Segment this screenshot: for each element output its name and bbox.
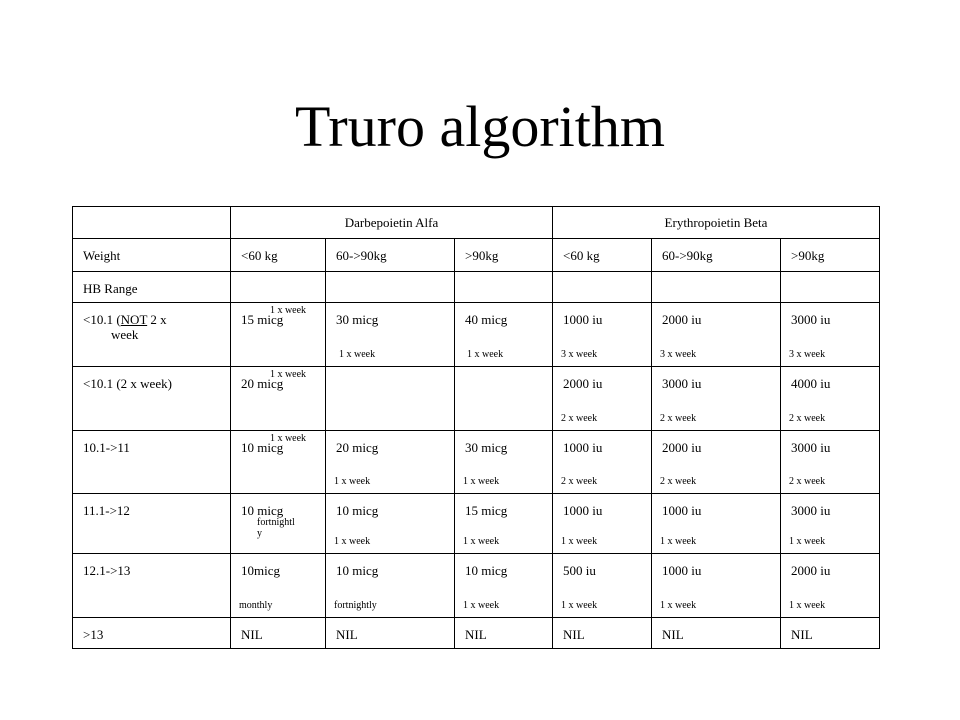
dose-frequency: 2 x week	[789, 476, 826, 487]
row-label: 12.1->13	[83, 563, 131, 578]
dose-frequency: 1 x week	[561, 536, 598, 547]
dosing-table	[72, 206, 880, 649]
dose-value: 1000 iu	[662, 563, 702, 578]
dose-cell	[781, 431, 880, 494]
hb-range-cell	[73, 303, 231, 367]
dose-cell	[455, 554, 553, 618]
dose-cell	[455, 367, 553, 431]
hb-range-cell	[73, 431, 231, 494]
hb-range-cell	[73, 494, 231, 554]
darbepoietin-header: Darbepoietin Alfa	[231, 207, 553, 239]
dose-frequency: 2 x week	[561, 413, 598, 424]
dose-frequency: 3 x week	[561, 349, 598, 360]
dose-frequency: fortnightly	[334, 600, 377, 611]
dose-cell	[231, 554, 326, 618]
dose-cell	[553, 494, 652, 554]
dose-frequency: 3 x week	[789, 349, 826, 360]
dose-cell	[455, 303, 553, 367]
group-header-row	[73, 207, 880, 239]
weight-cell: 60->90kg	[326, 239, 455, 272]
dose-cell	[455, 431, 553, 494]
dose-cell	[781, 618, 880, 649]
table-row	[73, 554, 880, 618]
dose-frequency: 1 x week	[463, 600, 500, 611]
row-label: 10.1->11	[83, 440, 130, 455]
dose-frequency: 1 x week	[339, 349, 376, 360]
dose-value: 3000 iu	[791, 312, 831, 327]
dose-value: 1000 iu	[662, 503, 702, 518]
hb-range-cell	[73, 367, 231, 431]
dose-frequency: 2 x week	[789, 413, 826, 424]
dose-cell	[781, 303, 880, 367]
weight-row	[73, 239, 880, 272]
dose-cell	[553, 367, 652, 431]
weight-cell: <60 kg	[553, 239, 652, 272]
dose-frequency: 1 x week	[334, 536, 371, 547]
empty-cell	[231, 272, 326, 303]
dose-frequency: 2 x week	[561, 476, 598, 487]
dose-value: 3000 iu	[662, 376, 702, 391]
dose-value: 2000 iu	[563, 376, 603, 391]
dose-frequency: 1 x week	[789, 600, 826, 611]
dose-cell	[231, 431, 326, 494]
dose-cell	[326, 431, 455, 494]
dose-value: 10 micg	[241, 440, 284, 455]
row-label-line2: week	[111, 327, 139, 342]
row-label: <10.1 (2 x week)	[83, 376, 172, 391]
dose-frequency: 1 x week	[660, 600, 697, 611]
dose-cell	[455, 494, 553, 554]
dose-value: 30 micg	[465, 440, 508, 455]
dose-frequency: 1 x week	[561, 600, 598, 611]
dose-cell	[652, 367, 781, 431]
dose-frequency: 2 x week	[660, 413, 697, 424]
dose-value: 15 micg	[241, 312, 284, 327]
dose-cell	[652, 554, 781, 618]
dose-cell	[231, 618, 326, 649]
dose-value: 10 micg	[241, 503, 284, 518]
table-row	[73, 303, 880, 367]
dose-frequency: 3 x week	[660, 349, 697, 360]
empty-cell	[326, 272, 455, 303]
table-row	[73, 367, 880, 431]
dose-frequency: 1 x week	[467, 349, 504, 360]
dose-value: NIL	[336, 627, 358, 642]
weight-cell: >90kg	[455, 239, 553, 272]
dose-cell	[326, 554, 455, 618]
dose-frequency: 1 x week	[269, 433, 307, 444]
dose-value: 1000 iu	[563, 312, 603, 327]
dose-frequency: 1 x week	[463, 536, 500, 547]
dose-cell	[652, 494, 781, 554]
dose-cell	[553, 554, 652, 618]
dose-cell	[553, 303, 652, 367]
row-label-underlined: NOT	[120, 312, 148, 327]
dose-value: 3000 iu	[791, 440, 831, 455]
dose-frequency: 1 x week	[269, 369, 307, 380]
dose-value: 40 micg	[465, 312, 508, 327]
dose-value: NIL	[241, 627, 263, 642]
row-label-part: 2 x	[147, 312, 167, 327]
empty-cell	[455, 272, 553, 303]
dose-frequency: 1 x week	[789, 536, 826, 547]
hb-range-cell	[73, 618, 231, 649]
dose-cell	[652, 431, 781, 494]
row-label: 11.1->12	[83, 503, 130, 518]
hb-range-cell	[73, 554, 231, 618]
empty-cell	[553, 272, 652, 303]
dose-cell	[326, 618, 455, 649]
dose-cell	[326, 494, 455, 554]
dose-value: NIL	[662, 627, 684, 642]
dose-cell	[652, 618, 781, 649]
dose-cell	[455, 618, 553, 649]
dose-cell	[326, 367, 455, 431]
dose-value: NIL	[791, 627, 813, 642]
dose-frequency: 1 x week	[269, 305, 307, 316]
empty-cell	[781, 272, 880, 303]
dose-cell	[231, 303, 326, 367]
dose-value: 20 micg	[336, 440, 379, 455]
weight-cell: 60->90kg	[652, 239, 781, 272]
row-label: >13	[83, 627, 104, 642]
dose-frequency: monthly	[239, 600, 273, 611]
dose-value: 500 iu	[563, 563, 596, 578]
row-label-part: <10.1 (	[83, 312, 121, 327]
dose-value: NIL	[465, 627, 487, 642]
dose-cell	[553, 431, 652, 494]
dose-frequency: 2 x week	[660, 476, 697, 487]
dose-value: 10 micg	[336, 563, 379, 578]
table-row	[73, 494, 880, 554]
dose-value: 30 micg	[336, 312, 379, 327]
dose-value: 10 micg	[336, 503, 379, 518]
hb-range-label: HB Range	[73, 272, 231, 303]
dose-cell	[781, 367, 880, 431]
erythropoietin-header: Erythropoietin Beta	[553, 207, 880, 239]
dose-value: 2000 iu	[791, 563, 831, 578]
empty-cell	[652, 272, 781, 303]
hb-range-row	[73, 272, 880, 303]
dose-value: 1000 iu	[563, 440, 603, 455]
weight-cell: >90kg	[781, 239, 880, 272]
dose-cell	[781, 554, 880, 618]
dose-value: 1000 iu	[563, 503, 603, 518]
dose-value: NIL	[563, 627, 585, 642]
dose-cell	[652, 303, 781, 367]
dose-cell	[781, 494, 880, 554]
table-row	[73, 431, 880, 494]
dose-value: 10 micg	[465, 563, 508, 578]
table-row	[73, 618, 880, 649]
dose-frequency: 1 x week	[463, 476, 500, 487]
dose-frequency: 1 x week	[334, 476, 371, 487]
dose-value: 15 micg	[465, 503, 508, 518]
dose-frequency: fortnightly	[257, 517, 295, 539]
dose-value: 10micg	[241, 563, 280, 578]
page-title: Truro algorithm	[294, 94, 666, 159]
row-label	[83, 312, 230, 327]
dose-value: 2000 iu	[662, 312, 702, 327]
dose-value: 20 micg	[241, 376, 284, 391]
dose-frequency: 1 x week	[660, 536, 697, 547]
dose-value: 3000 iu	[791, 503, 831, 518]
dose-value: 4000 iu	[791, 376, 831, 391]
weight-label: Weight	[73, 239, 231, 272]
dose-cell	[326, 303, 455, 367]
weight-cell: <60 kg	[231, 239, 326, 272]
dose-cell	[231, 494, 326, 554]
dose-value: 2000 iu	[662, 440, 702, 455]
dose-cell	[553, 618, 652, 649]
corner-cell	[73, 207, 231, 239]
dose-cell	[231, 367, 326, 431]
